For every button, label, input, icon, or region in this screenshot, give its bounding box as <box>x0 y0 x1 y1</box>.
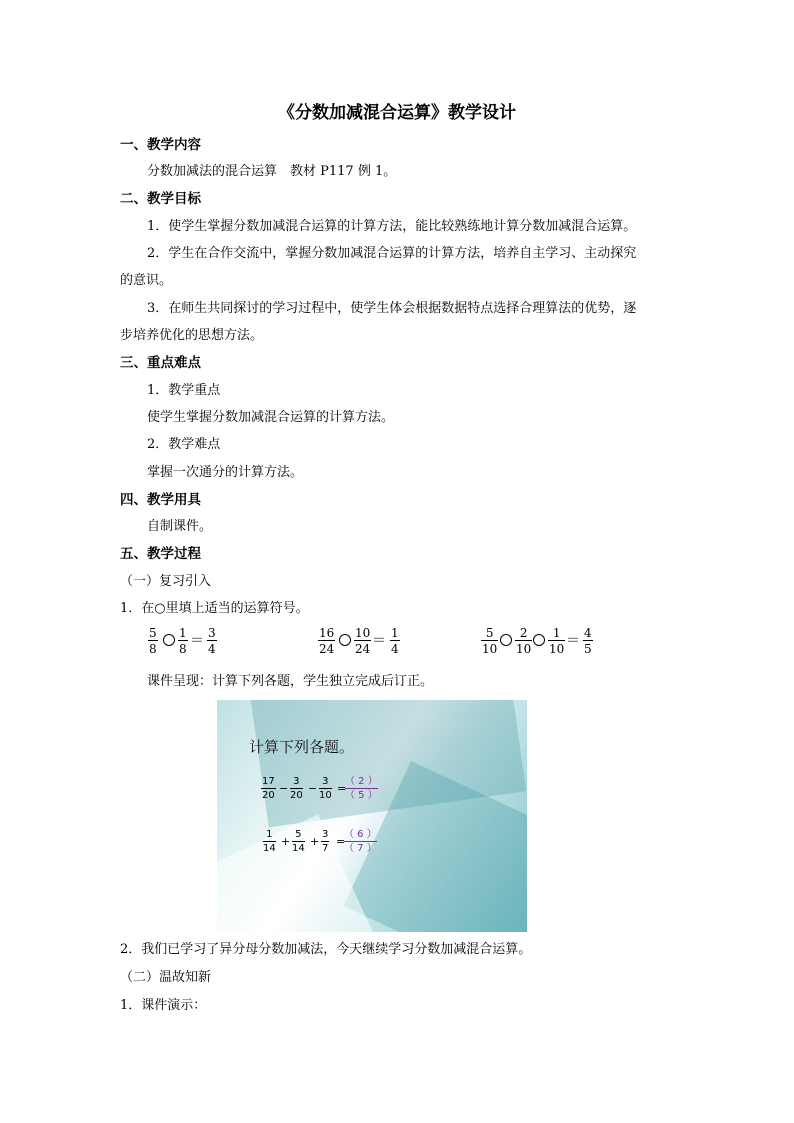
fraction: $\frac{5}{10}$ <box>482 626 498 656</box>
fraction: $\frac{10}{24}$ <box>355 626 371 656</box>
fraction: $\frac{1}{8}$ <box>179 626 187 656</box>
section-heading-tools: 四、教学用具 <box>120 492 201 508</box>
slide-fraction: $\frac{3}{20}$ <box>290 776 303 801</box>
slide-fraction: $\frac{3}{10}$ <box>319 776 332 801</box>
fraction: $\frac{1}{4}$ <box>391 626 399 656</box>
slide-fraction: $\frac{5}{14}$ <box>292 829 305 854</box>
goal-3-line-1: 3．在师生共同探讨的学习过程中，使学生体会根据数据特点选择合理算法的优势，逐 <box>147 301 637 316</box>
plus-sign: + <box>310 835 320 848</box>
courseware-demo: 1．课件演示： <box>120 998 207 1013</box>
question-1: 1．在○里填上适当的运算符号。 <box>120 601 309 616</box>
courseware-slide <box>217 700 527 932</box>
key-point-2-label: 2．教学难点 <box>147 437 221 452</box>
fraction: $\frac{5}{8}$ <box>149 626 157 656</box>
fraction: $\frac{2}{10}$ <box>516 626 532 656</box>
equals-sign: ＝ <box>566 633 580 649</box>
goal-2-line-1: 2．学生在合作交流中，掌握分数加减混合运算的计算方法，培养自主学习、主动探究 <box>147 246 637 261</box>
answer-fraction: $\frac{( 2 )}{( 5 )}$ <box>345 776 378 801</box>
section-heading-key-points: 三、重点难点 <box>120 355 201 371</box>
equals-sign: = <box>337 782 347 795</box>
answer-fraction: $\frac{( 6 )}{( 7 )}$ <box>344 829 377 854</box>
blank-circle <box>163 634 175 646</box>
courseware-note: 课件呈现：计算下列各题，学生独立完成后订正。 <box>147 674 434 689</box>
slide-title: 计算下列各题。 <box>249 738 355 756</box>
fraction: $\frac{3}{4}$ <box>208 626 216 656</box>
key-point-1-label: 1．教学重点 <box>147 383 221 398</box>
blank-circle <box>533 634 545 646</box>
section-heading-goals: 二、教学目标 <box>120 191 201 207</box>
tools-text: 自制课件。 <box>147 519 213 534</box>
question-2: 2．我们已学习了异分母分数加减法，今天继续学习分数加减混合运算。 <box>120 942 532 957</box>
slide-fraction: $\frac{1}{14}$ <box>263 829 276 854</box>
goal-3-line-2: 步培养优化的思想方法。 <box>120 328 264 343</box>
equals-sign: ＝ <box>372 633 386 649</box>
goal-2-line-2: 的意识。 <box>120 273 173 288</box>
equals-sign: ＝ <box>190 633 204 649</box>
key-point-2-text: 掌握一次通分的计算方法。 <box>147 465 304 480</box>
blank-circle <box>339 634 351 646</box>
minus-sign: − <box>279 782 289 795</box>
slide-fraction: $\frac{17}{20}$ <box>262 776 275 801</box>
subsection-warmup: （二）温故知新 <box>120 970 212 985</box>
section-heading-process: 五、教学过程 <box>120 546 201 562</box>
blank-circle <box>500 634 512 646</box>
page-title: 《分数加减混合运算》教学设计 <box>278 103 516 123</box>
minus-sign: − <box>308 782 318 795</box>
fraction: $\frac{16}{24}$ <box>319 626 335 656</box>
key-point-1-text: 使学生掌握分数加减混合运算的计算方法。 <box>147 410 395 425</box>
content-text: 分数加减法的混合运算 教材 P117 例 1。 <box>147 164 397 179</box>
subsection-review: （一）复习引入 <box>120 574 212 589</box>
plus-sign: + <box>281 835 291 848</box>
goal-1: 1．使学生掌握分数加减混合运算的计算方法，能比较熟练地计算分数加减混合运算。 <box>147 219 637 234</box>
equals-sign: = <box>336 835 346 848</box>
fraction: $\frac{4}{5}$ <box>584 626 592 656</box>
section-heading-content: 一、教学内容 <box>120 137 201 153</box>
fraction: $\frac{1}{10}$ <box>549 626 565 656</box>
slide-fraction: $\frac{3}{7}$ <box>322 829 329 854</box>
